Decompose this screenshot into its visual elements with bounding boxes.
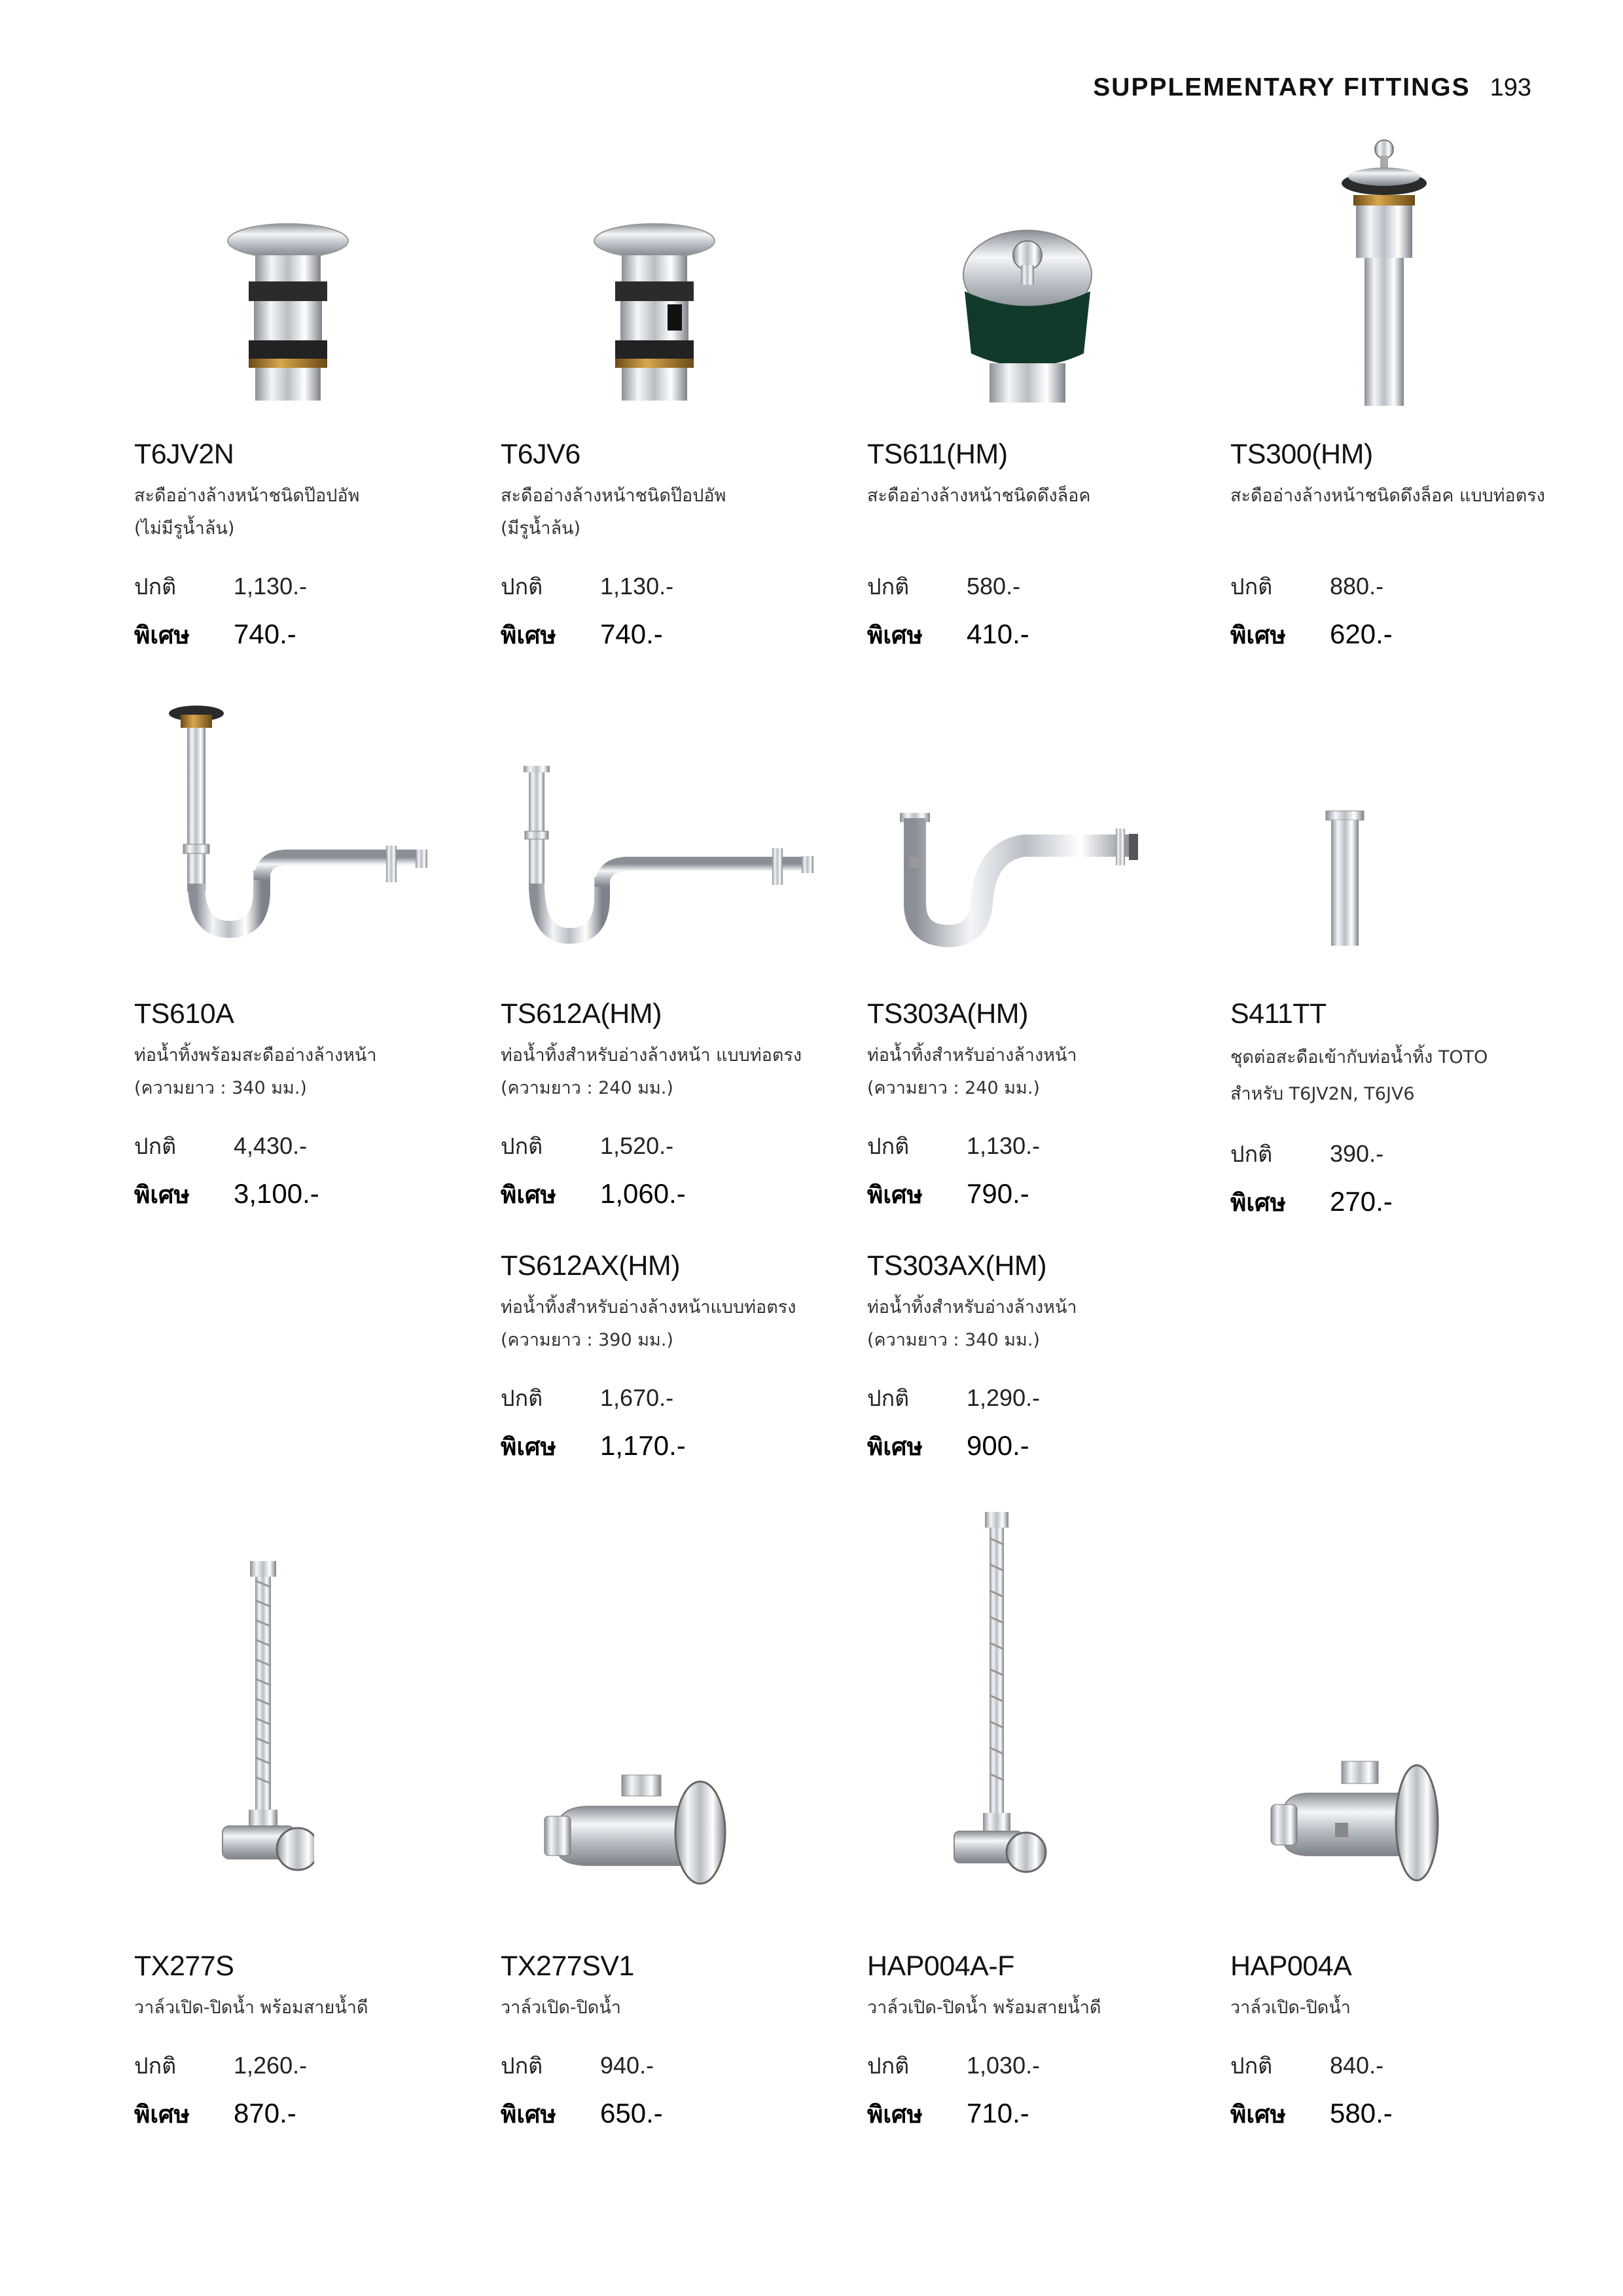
regular-label: ปกติ [867,574,910,600]
product-item [867,1250,1234,1466]
product-item [1230,998,1597,1222]
special-price: 900.- [967,1430,1029,1461]
regular-price: 1,290.- [967,1384,1041,1411]
regular-label: ปกติ [867,1386,910,1412]
p-trap-icon [893,805,1142,949]
product-item [501,439,867,655]
product-description-2: (มีรูน้ำล้น) [501,518,580,539]
product-description: ท่อน้ำทิ้งสำหรับอ่างล้างหน้าแบบท่อตรง [501,1297,796,1318]
product-code: HAP004A [1230,1950,1352,1982]
special-price-row [867,616,1234,655]
product-description-2 [867,512,1234,545]
regular-label: ปกติ [501,1134,543,1160]
special-price-row [1230,2095,1597,2134]
regular-price-row [867,2048,1234,2083]
product-item [1230,439,1597,655]
product-item [867,998,1234,1214]
product-description: สะดืออ่างล้างหน้าชนิดป๊อปอัพ [501,486,726,506]
p-trap-straight-icon [517,759,818,949]
product-description-2: (ความยาว : 340 มม.) [867,1330,1040,1350]
product-code: TS300(HM) [1230,439,1373,470]
product-description-2: (ไม่มีรูน้ำล้น) [134,518,235,539]
special-price-row [1230,1183,1597,1222]
regular-label: ปกติ [867,1134,910,1160]
regular-price-row [134,2048,501,2083]
p-trap-with-drain-icon [157,700,432,949]
regular-price: 1,130.- [234,573,308,600]
regular-price: 1,030.- [967,2052,1041,2079]
regular-label: ปกติ [134,574,177,600]
regular-price: 4,430.- [234,1132,308,1159]
product-description: สะดืออ่างล้างหน้าชนิดดึงล็อค [867,486,1091,506]
product-code: TS612AX(HM) [501,1250,681,1282]
angle-valve-icon [543,1767,726,1885]
special-price: 1,060.- [600,1178,686,1209]
regular-label: ปกติ [501,1386,543,1412]
regular-price: 880.- [1330,573,1384,600]
regular-price-row [867,1380,1234,1416]
regular-price-row [1230,1136,1597,1172]
page-header [1093,73,1531,102]
regular-price-row [501,2048,867,2083]
extension-pipe-icon [1322,808,1368,949]
special-label: พิเศษ [867,1181,923,1209]
special-label: พิเศษ [867,621,923,649]
regular-price: 1,260.- [234,2052,308,2079]
product-code: T6JV2N [134,439,234,470]
regular-label: ปกติ [134,1134,177,1160]
page-number: 193 [1489,74,1531,101]
regular-price-row [501,1128,867,1164]
special-price-row [134,2095,501,2134]
regular-label: ปกติ [867,2053,910,2079]
special-label: พิเศษ [134,1181,190,1209]
special-price: 740.- [600,619,663,649]
product-description: สะดืออ่างล้างหน้าชนิดดึงล็อค แบบท่อตรง [1230,486,1545,506]
regular-price: 1,670.- [600,1384,674,1411]
special-price: 3,100.- [234,1178,319,1209]
product-code: S411TT [1230,998,1327,1030]
special-label: พิเศษ [501,1181,556,1209]
regular-price-row [134,569,501,604]
regular-label: ปกติ [134,2053,177,2079]
product-item [501,998,867,1214]
special-price-row [867,1427,1234,1466]
special-label: พิเศษ [501,2100,556,2128]
special-price-row [501,1427,867,1466]
angle-valve-hose-icon [949,1512,1047,1885]
special-price: 740.- [234,619,296,649]
regular-price-row [1230,569,1597,604]
regular-price: 1,520.- [600,1132,674,1159]
angle-valve-icon [1270,1757,1440,1885]
regular-price-row [501,1380,867,1416]
product-code: TS610A [134,998,234,1030]
product-description: ท่อน้ำทิ้งสำหรับอ่างล้างหน้า แบบท่อตรง [501,1045,802,1066]
regular-price-row [867,1128,1234,1164]
special-price: 790.- [967,1178,1029,1209]
product-description-2: (ความยาว : 240 มม.) [501,1078,673,1098]
regular-price-row [501,569,867,604]
regular-label: ปกติ [1230,2053,1273,2079]
product-description-2: (ความยาว : 390 มม.) [501,1330,673,1350]
product-item [134,998,501,1214]
product-description-2: (ความยาว : 340 มม.) [134,1078,307,1098]
special-price-row [134,1175,501,1214]
product-code: TS303A(HM) [867,998,1028,1030]
regular-label: ปกติ [1230,574,1273,600]
product-description: ท่อน้ำทิ้งสำหรับอ่างล้างหน้า [867,1045,1077,1066]
special-price-row [1230,616,1597,655]
product-description-2: (ความยาว : 240 มม.) [867,1078,1040,1098]
regular-price: 390.- [1330,1140,1384,1167]
regular-price-row [867,569,1234,604]
special-label: พิเศษ [134,2100,190,2128]
popup-drain-overflow-icon [589,216,720,412]
product-code: HAP004A-F [867,1950,1014,1982]
product-item [867,1950,1234,2134]
product-code: TS303AX(HM) [867,1250,1047,1282]
regular-price: 1,130.- [600,573,674,600]
product-item [1230,1950,1597,2134]
product-code: TS612A(HM) [501,998,662,1030]
special-price: 870.- [234,2098,296,2128]
special-label: พิเศษ [1230,2100,1286,2128]
regular-price: 580.- [967,573,1021,600]
special-label: พิเศษ [501,621,556,649]
product-item [501,1950,867,2134]
special-price-row [501,1175,867,1214]
regular-price-row [134,1128,501,1164]
product-description: ชุดต่อสะดือเข้ากับท่อน้ำทิ้ง TOTO [1230,1047,1488,1067]
product-description: วาล์วเปิด-ปิดน้ำ พร้อมสายน้ำดี [134,1998,368,2018]
product-item [134,1950,501,2134]
product-code: TX277SV1 [501,1950,634,1982]
special-label: พิเศษ [1230,621,1286,649]
regular-label: ปกติ [501,2053,543,2079]
special-label: พิเศษ [1230,1189,1286,1217]
special-price-row [867,1175,1234,1214]
product-description-2: สำหรับ T6JV2N, T6JV6 [1230,1084,1415,1104]
special-price-row [867,2095,1234,2134]
product-code: TX277S [134,1950,234,1982]
product-code: T6JV6 [501,439,580,470]
popup-drain-icon [223,216,353,412]
product-item [501,1250,867,1466]
regular-price: 940.- [600,2052,654,2079]
special-price: 710.- [967,2098,1029,2128]
special-price: 270.- [1330,1186,1393,1217]
special-label: พิเศษ [501,1433,556,1461]
special-label: พิเศษ [867,1433,923,1461]
special-price-row [501,616,867,655]
straight-pipe-drain-icon [1335,137,1433,412]
angle-valve-hose-icon [216,1561,314,1882]
regular-price: 1,130.- [967,1132,1041,1159]
product-item [134,439,501,655]
product-description: ท่อน้ำทิ้งสำหรับอ่างล้างหน้า [867,1297,1077,1318]
product-description: วาล์วเปิด-ปิดน้ำ [1230,1998,1351,2018]
regular-price: 840.- [1330,2052,1384,2079]
product-description: สะดืออ่างล้างหน้าชนิดป๊อปอัพ [134,486,360,506]
special-label: พิเศษ [134,621,190,649]
special-price: 650.- [600,2098,663,2128]
special-price: 580.- [1330,2098,1393,2128]
special-price-row [501,2095,867,2134]
special-price: 1,170.- [600,1430,686,1461]
regular-label: ปกติ [501,574,543,600]
section-title: SUPPLEMENTARY FITTINGS [1093,73,1471,101]
product-description-2 [1230,512,1597,545]
product-description: วาล์วเปิด-ปิดน้ำ [501,1998,621,2018]
special-label: พิเศษ [867,2100,923,2128]
product-item [867,439,1234,655]
product-description: วาล์วเปิด-ปิดน้ำ พร้อมสายน้ำดี [867,1998,1101,2018]
regular-price-row [1230,2048,1597,2083]
special-price: 620.- [1330,619,1393,649]
special-price: 410.- [967,619,1029,649]
pull-lock-drain-icon [955,229,1099,412]
special-price-row [134,616,501,655]
product-description: ท่อน้ำทิ้งพร้อมสะดืออ่างล้างหน้า [134,1045,377,1066]
regular-label: ปกติ [1230,1141,1273,1168]
product-code: TS611(HM) [867,439,1008,470]
